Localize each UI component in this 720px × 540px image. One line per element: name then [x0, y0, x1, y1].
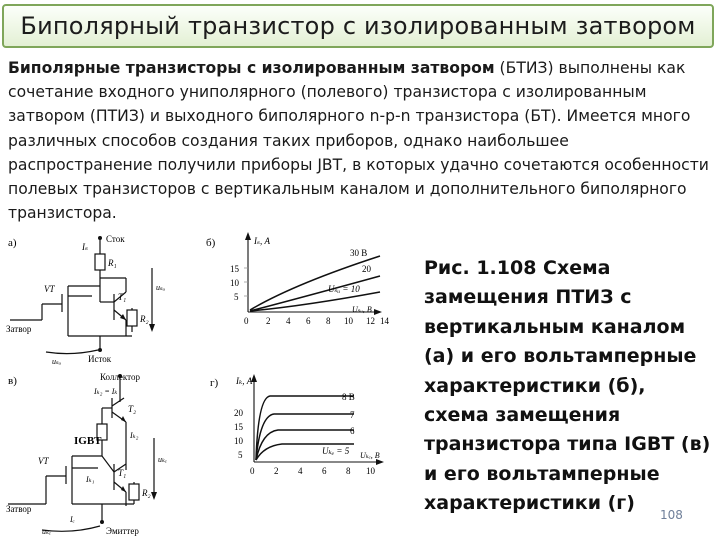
- figure-c-t1-label: T₁: [118, 468, 127, 478]
- figure-a-uout-label: uₛᵤ: [156, 283, 166, 292]
- figure-a-source-label: Исток: [88, 354, 112, 364]
- figure-d-y-tick-20: 20: [234, 408, 243, 418]
- figure-a-r1-label: R₁: [108, 258, 117, 268]
- figure-d-y-axis-label: Iₖ, А: [236, 376, 253, 386]
- figure-b-curve-label-20: 20: [362, 264, 371, 274]
- figure-b-y-tick-15: 15: [230, 264, 239, 274]
- figure-d-x-axis-label: Uₖₑ, В: [360, 451, 380, 460]
- figure-d-y-tick-15: 15: [234, 422, 243, 432]
- figure-c-t2-label: T₂: [128, 404, 137, 414]
- figure-c-circuit: [2, 372, 198, 536]
- figure-c-igbt-label: IGBT: [74, 435, 102, 447]
- intro-text: (БТИЗ) выполнены как сочетание входного униполярного (полевого) транзистора с изолированным затвором (ПТИЗ) и выходного биполярного n-p-n транзистора (БТ). Имеется много различных способов создания таких приборов, однако наибольшее распространение получили приборы JBT, в которых удачно сочетаются особенности полевых транзисторов с вертикальным каналом и дополнительного биполярного транзистора.: [8, 59, 709, 223]
- figure-b-x-tick-2: 2: [266, 316, 271, 326]
- figure-b-y-axis-label: Iₛ, А: [254, 236, 271, 246]
- figure-d-x-tick-0: 0: [250, 466, 255, 476]
- figure-d-x-tick-2: 2: [274, 466, 279, 476]
- figure-d-curve-label-8v: 8 В: [342, 392, 355, 402]
- page-number: 108: [660, 508, 683, 522]
- figure-d-label: г): [210, 377, 219, 389]
- figure-c-label: в): [8, 375, 17, 387]
- figure-b-x-tick-6: 6: [306, 316, 311, 326]
- figure-d-x-tick-4: 4: [298, 466, 303, 476]
- figure-c-collector-label: Коллектор: [100, 372, 140, 382]
- figure-b-x-tick-12: 12: [366, 316, 375, 326]
- figure-b-curve-label-30v: 30 В: [350, 248, 368, 258]
- figure-d-x-tick-6: 6: [322, 466, 327, 476]
- figure-d-y-tick-5: 5: [238, 450, 243, 460]
- figure-b-x-tick-14: 14: [380, 316, 389, 326]
- figure-d-curve-label-6: 6: [350, 426, 355, 436]
- figure-b-x-tick-10: 10: [344, 316, 353, 326]
- figure-b-x-tick-8: 8: [326, 316, 331, 326]
- figure-c-vt-label: VT: [38, 456, 49, 466]
- emitter-terminal-dot: [100, 520, 104, 524]
- figure-c-uce-label: uₖₑ: [158, 455, 168, 464]
- figure-d-x-tick-10: 10: [366, 466, 375, 476]
- figure-c-gate-label: Затвор: [6, 504, 32, 514]
- figure-c-uge-label: uₖₑ: [42, 527, 52, 536]
- figure-d-curve-label-5: Uₖₑ = 5: [322, 446, 350, 456]
- figure-a-current-label: Iₛ: [82, 242, 89, 252]
- figure-c-ib2-label: Iₖ₂: [130, 431, 139, 440]
- figure-a-gate-label: Затвор: [6, 324, 32, 334]
- figure-c-emitter-label: Эмиттер: [106, 526, 139, 536]
- figure-c-ib1-label: Iₖ₁: [86, 475, 95, 484]
- figure-a-uin-label: uₛᵤ: [52, 357, 62, 366]
- figure-d-curve-label-7: 7: [350, 410, 355, 420]
- figure-a-vt-label: VT: [44, 284, 55, 294]
- figure-b-chart: [204, 232, 394, 328]
- figure-a-drain-label: Сток: [106, 234, 125, 244]
- figure-c-ik-label: Iₖ₂ = Iₖ: [94, 387, 118, 396]
- figure-b-x-axis-label: Uₛᵤ, В: [352, 305, 372, 314]
- figure-a-circuit: [2, 232, 198, 368]
- figure-a-t1-label: T₁: [118, 292, 127, 302]
- figure-d-x-tick-8: 8: [346, 466, 351, 476]
- figure-b-y-tick-5: 5: [234, 292, 239, 302]
- figure-b-x-tick-0: 0: [244, 316, 249, 326]
- figure-b-x-tick-4: 4: [286, 316, 291, 326]
- figure-b-y-tick-10: 10: [230, 278, 239, 288]
- figure-d-y-tick-10: 10: [234, 436, 243, 446]
- source-terminal-dot: [98, 348, 102, 352]
- intro-bold-term: Биполярные транзисторы с изолированным затвором: [8, 59, 495, 77]
- figure-d-chart: [204, 372, 394, 476]
- figure-a-r2-label: R₂: [140, 314, 149, 324]
- intro-paragraph: [8, 56, 714, 225]
- drain-terminal-dot: [98, 236, 102, 240]
- slide-title: Биполярный транзистор с изолированным затвором: [20, 12, 696, 40]
- figure-b-label: б): [206, 237, 216, 249]
- figure-caption: Рис. 1.108 Схема замещения ПТИЗ с вертикальным каналом (а) и его вольтамперные характеристики (б), схема замещения транзистора типа IGBT (в) и его вольтамперные характеристики (г): [424, 257, 711, 515]
- figure-a-label: а): [8, 237, 17, 249]
- figure-c-ie-label: Iₑ: [70, 515, 75, 524]
- slide-title-banner: [2, 4, 714, 48]
- figure-b-curve-label-10: Uₛᵤ = 10: [328, 284, 360, 294]
- figure-c-r2-label: R₂: [142, 488, 151, 498]
